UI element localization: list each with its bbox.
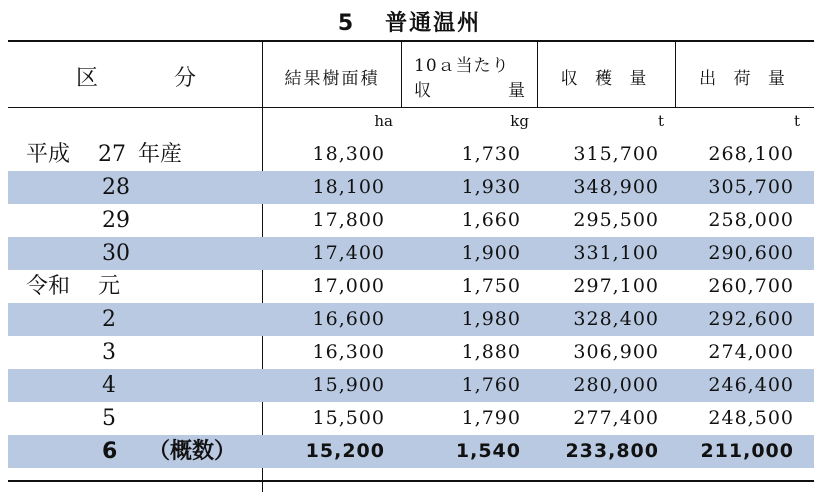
cell-harvest: 315,700 bbox=[573, 143, 659, 165]
cell-area: 16,300 bbox=[312, 341, 385, 363]
cell-yield: 1,540 bbox=[455, 440, 521, 462]
cell-shipment: 305,700 bbox=[708, 176, 794, 198]
row-suffix: 年産 bbox=[138, 142, 183, 167]
header-bottom-rule bbox=[8, 107, 814, 108]
cell-shipment: 292,600 bbox=[708, 308, 794, 330]
cell-harvest: 233,800 bbox=[565, 440, 659, 462]
cell-harvest: 297,100 bbox=[573, 275, 659, 297]
cell-area: 16,600 bbox=[312, 308, 385, 330]
cell-yield: 1,880 bbox=[461, 341, 521, 363]
table-row bbox=[8, 171, 814, 204]
bottom-rule bbox=[8, 480, 814, 482]
cell-area: 15,500 bbox=[312, 407, 385, 429]
header-yield-line2b: 量 bbox=[508, 81, 525, 101]
top-rule bbox=[8, 40, 814, 42]
row-year: 27 bbox=[98, 142, 126, 167]
row-year: 元 bbox=[98, 274, 121, 299]
header-yield bbox=[402, 45, 537, 107]
cell-area: 15,200 bbox=[305, 440, 385, 462]
cell-area: 17,800 bbox=[312, 209, 385, 231]
cell-yield: 1,660 bbox=[461, 209, 521, 231]
unit-area: ha bbox=[374, 112, 393, 130]
cell-harvest: 348,900 bbox=[573, 176, 659, 198]
cell-yield: 1,790 bbox=[461, 407, 521, 429]
header-category-right: 分 bbox=[174, 65, 203, 91]
cell-yield: 1,730 bbox=[461, 143, 521, 165]
table-row bbox=[8, 435, 814, 468]
header-yield-line2 bbox=[402, 76, 537, 101]
cell-shipment: 274,000 bbox=[708, 341, 794, 363]
table-row bbox=[8, 204, 814, 237]
unit-shipment: t bbox=[793, 112, 800, 130]
table-row bbox=[8, 402, 814, 435]
row-year: 3 bbox=[102, 340, 116, 365]
row-year: 29 bbox=[102, 208, 130, 233]
row-era: 令和 bbox=[26, 274, 71, 299]
unit-yield: kg bbox=[510, 112, 529, 130]
row-year: 4 bbox=[102, 373, 116, 398]
table-row bbox=[8, 237, 814, 270]
row-year: 28 bbox=[102, 175, 130, 200]
table-row bbox=[8, 336, 814, 369]
cell-harvest: 280,000 bbox=[573, 374, 659, 396]
cell-harvest: 295,500 bbox=[573, 209, 659, 231]
cell-yield: 1,980 bbox=[461, 308, 521, 330]
cell-yield: 1,760 bbox=[461, 374, 521, 396]
cell-area: 17,000 bbox=[312, 275, 385, 297]
table-number: 5 bbox=[337, 11, 356, 36]
table-row bbox=[8, 270, 814, 303]
cell-yield: 1,930 bbox=[461, 176, 521, 198]
cell-shipment: 290,600 bbox=[708, 242, 794, 264]
cell-area: 18,100 bbox=[312, 176, 385, 198]
header-shipment: 出 荷 量 bbox=[699, 68, 791, 89]
row-era: 平成 bbox=[26, 142, 71, 167]
cell-shipment: 260,700 bbox=[708, 275, 794, 297]
row-suffix: （概数） bbox=[148, 439, 237, 464]
row-year: 30 bbox=[102, 241, 130, 266]
cell-yield: 1,900 bbox=[461, 242, 521, 264]
row-year: 6 bbox=[102, 439, 118, 464]
table-title bbox=[0, 6, 819, 37]
cell-harvest: 277,400 bbox=[573, 407, 659, 429]
unit-harvest: t bbox=[657, 112, 664, 130]
cell-shipment: 248,500 bbox=[708, 407, 794, 429]
header-harvest: 収 穫 量 bbox=[560, 68, 653, 89]
header-area: 結果樹面積 bbox=[284, 68, 380, 89]
cell-harvest: 328,400 bbox=[573, 308, 659, 330]
cell-yield: 1,750 bbox=[461, 275, 521, 297]
header-category-left: 区 bbox=[76, 65, 105, 91]
table-row bbox=[8, 369, 814, 402]
cell-harvest: 306,900 bbox=[573, 341, 659, 363]
cell-shipment: 246,400 bbox=[708, 374, 794, 396]
cell-shipment: 258,000 bbox=[708, 209, 794, 231]
cell-shipment: 211,000 bbox=[700, 440, 794, 462]
cell-area: 17,400 bbox=[312, 242, 385, 264]
header-category bbox=[8, 45, 262, 107]
row-year: 2 bbox=[102, 307, 116, 332]
row-year: 5 bbox=[102, 406, 116, 431]
table-row bbox=[8, 138, 814, 171]
cell-harvest: 331,100 bbox=[573, 242, 659, 264]
table-title-text: 普通温州 bbox=[385, 11, 482, 36]
cell-area: 18,300 bbox=[312, 143, 385, 165]
table-row bbox=[8, 303, 814, 336]
header-yield-line2a: 収 bbox=[414, 81, 431, 101]
cell-area: 15,900 bbox=[312, 374, 385, 396]
cell-shipment: 268,100 bbox=[708, 143, 794, 165]
header-yield-line1: 10ａ当たり bbox=[414, 56, 510, 76]
